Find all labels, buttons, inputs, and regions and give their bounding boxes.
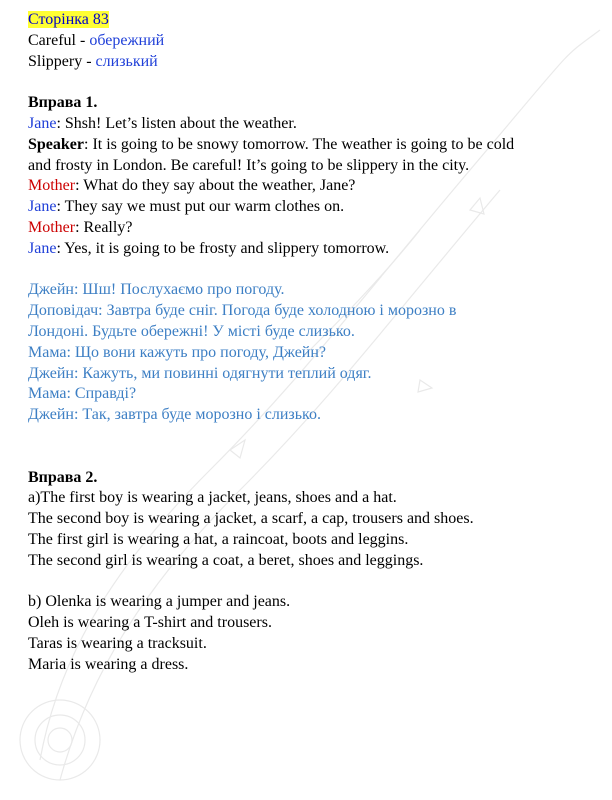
dialog-text: : Yes, it is going to be frosty and slippery tomorrow. [56,239,390,257]
vocab-ua: обережний [89,31,165,49]
dialog-text: : Really? [75,218,133,236]
exercise-2-title-text: Вправа 2. [28,468,98,486]
dialog-text: : They say we must put our warm clothes on. [56,198,345,216]
dialog-text: : What do they say about the weather, Jane? [75,177,356,195]
translation-line: Джейн: Кажуть, ми повинні одягнути теплий одяг. [28,364,372,382]
vocab-item-careful [28,31,598,52]
dialog-line [28,176,598,197]
speaker-name: Jane [28,114,57,132]
translation-line: Мама: Що вони кажуть про погоду, Джейн? [28,343,327,361]
translation-line: Лондоні. Будьте обережні! У місті буде слизько. [28,322,355,340]
speaker-name: Jane [28,198,57,216]
dialog-line [28,114,598,135]
answer-line: Oleh is wearing a T-shirt and trousers. [28,614,272,632]
vocab-en: Careful [28,31,76,49]
dialog-text: : Shsh! Let’s listen about the weather. [56,114,297,132]
translation-line: Джейн: Шш! Послухаємо про погоду. [28,281,285,299]
speaker-name: Mother [28,218,76,236]
exercise-2-title [28,468,598,489]
translation-line: Доповідач: Завтра буде сніг. Погода буде холодною і морозно в [28,302,457,320]
exercise-1-title [28,93,598,114]
answer-line: b) Olenka is wearing a jumper and jeans. [28,593,291,611]
answer-line: a)The first boy is wearing a jacket, jeans, shoes and a hat. [28,489,397,507]
dialog-line [28,135,598,156]
dialog-line [28,218,598,239]
translation-line: Мама: Справді? [28,385,137,403]
vocab-separator: - [82,52,96,70]
vocab-separator: - [75,31,90,49]
answer-line: Maria is wearing a dress. [28,655,189,673]
answer-line: Taras is wearing a tracksuit. [28,634,207,652]
speaker-name: Speaker [28,135,84,153]
dialog-text: : It is going to be snowy tomorrow. The weather is going to be cold [84,135,515,153]
speaker-name: Jane [28,239,57,257]
dialog-line [28,239,598,260]
answer-line: The first girl is wearing a hat, a raincoat, boots and leggins. [28,530,409,548]
exercise-1-title-text: Вправа 1. [28,94,98,112]
vocab-en: Slippery [28,52,83,70]
dialog-line [28,197,598,218]
dialog-text: and frosty in London. Be careful! It’s going to be slippery in the city. [28,156,470,174]
document-page [28,10,598,676]
speaker-name: Mother [28,177,76,195]
dialog-line [28,156,598,177]
translation-line: Джейн: Так, завтра буде морозно і слизько. [28,406,321,424]
answer-line: The second boy is wearing a jacket, a scarf, a cap, trousers and shoes. [28,510,474,528]
vocab-item-slippery [28,52,598,73]
answer-line: The second girl is wearing a coat, a beret, shoes and leggings. [28,551,424,569]
vocab-ua: слизький [95,52,158,70]
page-label: Сторінка 83 [28,11,109,28]
page-label-line [28,10,598,31]
